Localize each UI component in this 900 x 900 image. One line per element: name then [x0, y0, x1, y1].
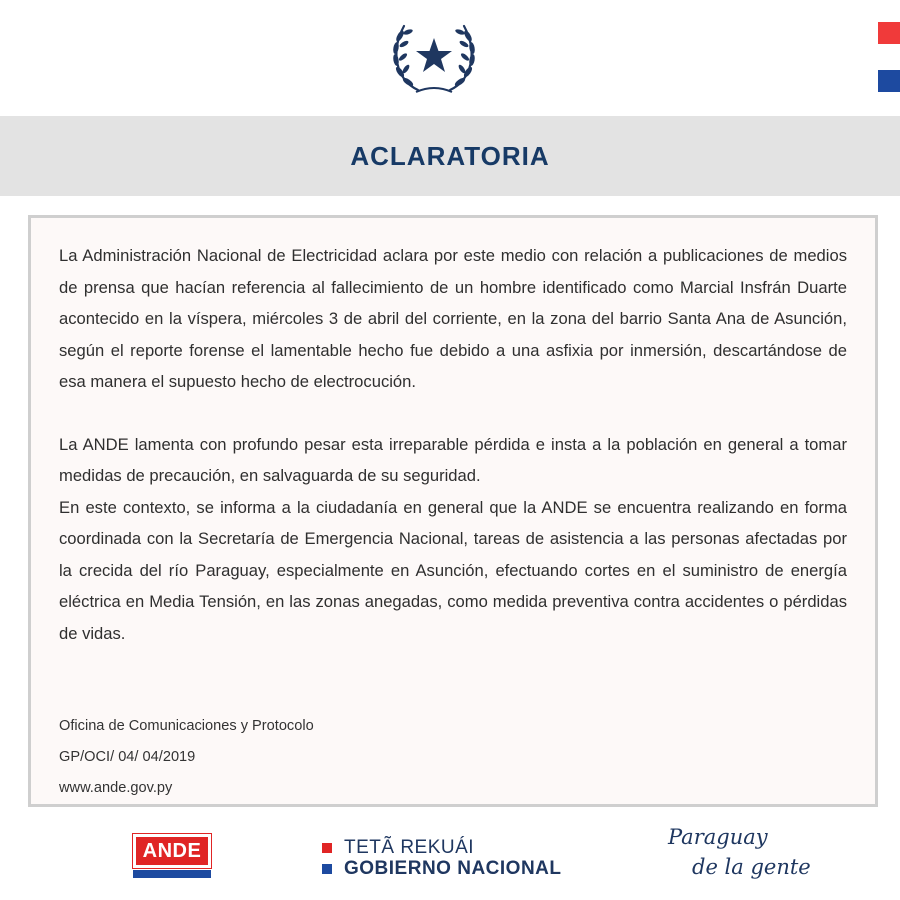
- signature-reference: GP/OCI/ 04/ 04/2019: [59, 749, 196, 765]
- notice-body: [59, 240, 847, 649]
- paragraph-2: La ANDE lamenta con profundo pesar esta irreparable pérdida e insta a la población en general a tomar medidas de precaución, en salvaguarda de su seguridad.: [59, 434, 847, 485]
- signature-website: www.ande.gov.py: [59, 780, 173, 796]
- star-laurel-seal-icon: [388, 12, 480, 98]
- paragraph-1: La Administración Nacional de Electricidad aclara por este medio con relación a publicaciones de medios de prensa que hacían referencia al fallecimiento de un hombre identificado como Marcial Insfrán Duarte acontecido en la víspera, miércoles 3 de abril del corriente, en la zona del barrio Santa Ana de Asunción, según el reporte forense el lamentable hecho fue debido a una asfixia por inmersión, descartándose de esa manera el supuesto hecho de electrocución.: [59, 246, 847, 391]
- flag-red-square: [878, 22, 900, 44]
- paraguay-de-la-gente-logo: [662, 823, 811, 889]
- page-title: ACLARATORIA: [350, 140, 550, 171]
- signature-block: [59, 711, 314, 804]
- gov-red-square: [322, 843, 332, 853]
- ande-logo-text: ANDE: [142, 839, 202, 862]
- title-band: [0, 116, 900, 196]
- gobierno-nacional-logo: [318, 836, 588, 882]
- gov-logo-line2: GOBIERNO NACIONAL: [344, 858, 562, 879]
- ande-logo-stripe: [133, 870, 211, 878]
- notice-box: [28, 215, 878, 807]
- ande-logo-box: [133, 834, 211, 868]
- flag-blue-square: [878, 70, 900, 92]
- gov-logo-line1: TETÃ REKUÁI: [344, 837, 475, 858]
- slogan-line2: de la gente: [692, 855, 811, 879]
- paragraph-3: En este contexto, se informa a la ciudadanía en general que la ANDE se encuentra realizando en forma coordinada con la Secretaría de Emergencia Nacional, tareas de asistencia a las personas afectadas por la crecida del río Paraguay, especialmente en Asunción, efectuando cortes en el suministro de energía eléctrica en Media Tensión, en las zonas anegadas, como medida preventiva contra accidentes o pérdidas de vidas.: [59, 497, 847, 643]
- ande-logo: [133, 834, 211, 880]
- slogan-line1: Paraguay: [668, 825, 768, 849]
- signature-office: Oficina de Comunicaciones y Protocolo: [59, 718, 314, 734]
- gov-blue-square: [322, 864, 332, 874]
